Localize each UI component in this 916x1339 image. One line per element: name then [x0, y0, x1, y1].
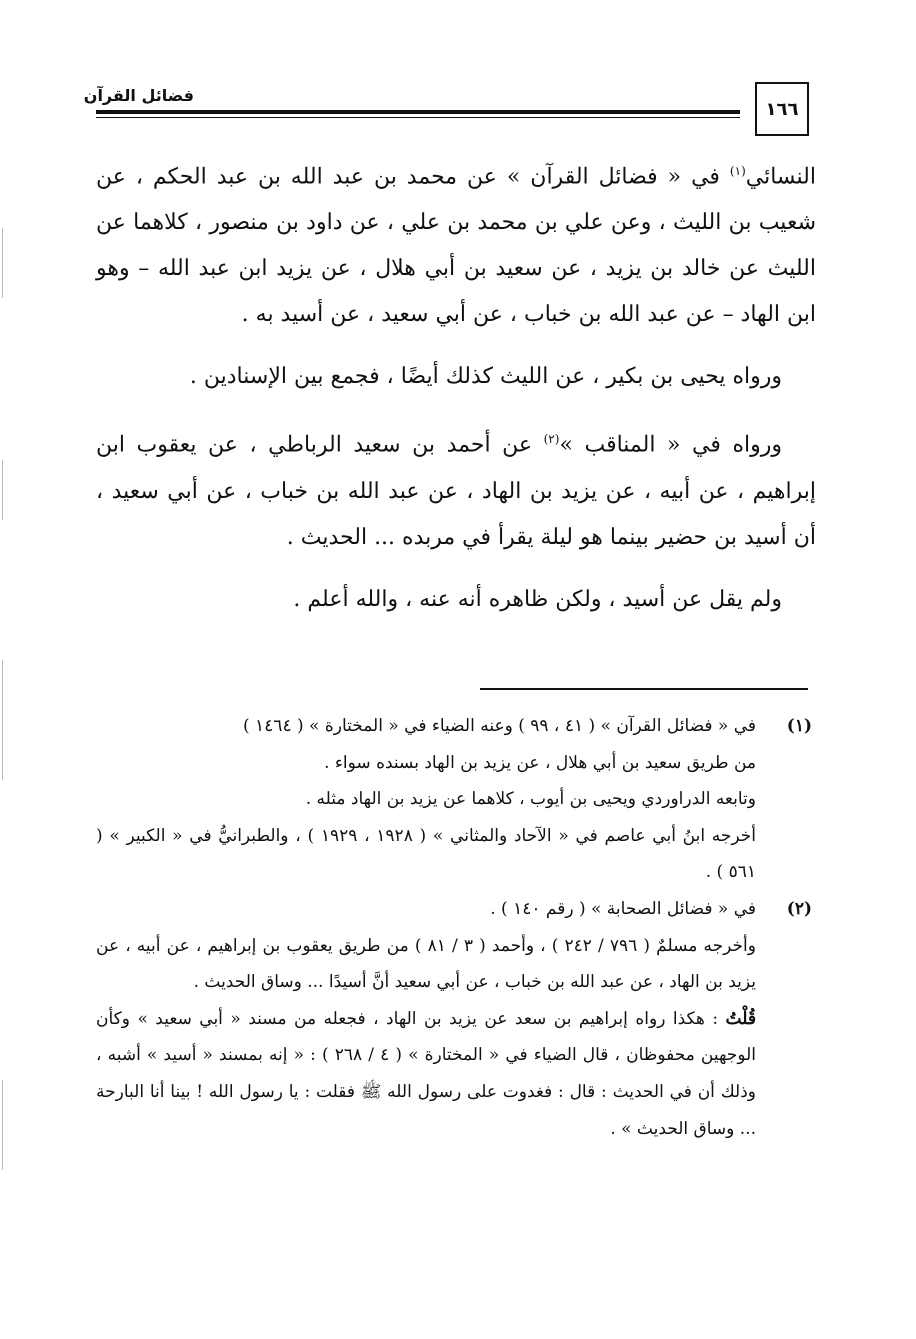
footnote-2: [96, 891, 812, 1147]
paragraph-1-rest: في « فضائل القرآن » عن محمد بن عبد الله بن عبد الحكم ، عن شعيب بن الليث ، وعن علي بن محمد بن علي ، عن داود بن منصور ، كلاهما عن الليث عن خالد بن يزيد ، عن سعيد بن أبي هلال ، عن يزيد ابن عبد الله – وهو ابن الهاد – عن عبد الله بن خباب ، عن أبي سعيد ، عن أسيد به .: [96, 164, 816, 328]
paragraph-3-start: ورواه في « المناقب »: [559, 432, 782, 458]
main-text: [96, 148, 816, 639]
footnote-1-line-2: من طريق سعيد بن أبي هلال ، عن يزيد بن الهاد بسنده سواء .: [324, 752, 756, 773]
scan-margin-mark: [2, 460, 3, 520]
scan-margin-mark: [2, 660, 3, 780]
paragraph-1: [96, 148, 816, 338]
header-rule-thin: [96, 117, 740, 118]
footnote-2-line-3: [96, 1001, 756, 1147]
footnote-separator: [480, 688, 808, 690]
paragraph-2: ورواه يحيى بن بكير ، عن الليث كذلك أيضًا ، فجمع بين الإسنادين .: [189, 364, 782, 390]
footnote-2-line-1: في « فضائل الصحابة » ( رقم ١٤٠ ) .: [490, 898, 756, 919]
footnote-2-line-3-text: : هكذا رواه إبراهيم بن سعد عن يزيد بن الهاد ، فجعله من مسند « أبي سعيد » وكأن الوجهين محفوظان ، قال الضياء في « المختارة » ( ٤ / ٢٦٨ ) : « إنه بمسند « أسيد » أشبه ، وذلك أن في الحديث : قال : فغدوت على رسول الله ﷺ فقلت : يا رسول الله ! بينا أنا البارحة ... وساق الحديث » .: [96, 1008, 757, 1139]
footnote-1-line-4: أخرجه ابنُ أبي عاصم في « الآحاد والمثاني » ( ١٩٢٨ ، ١٩٢٩ ) ، والطبرانيُّ في « الكبير » ( ٥٦١ ) .: [96, 825, 757, 883]
footnote-2-number: (٢): [786, 898, 812, 919]
paragraph-3: [96, 416, 816, 560]
paragraph-3-rest: عن أحمد بن سعيد الرباطي ، عن يعقوب ابن إبراهيم ، عن أبيه ، عن يزيد بن الهاد ، عن عبد الله بن خباب ، عن أبي سعيد ، أن أسيد بن حضير بينما هو ليلة يقرأ في مربده ... الحديث .: [96, 432, 816, 550]
page-number: ١٦٦: [765, 98, 799, 120]
paragraph-1-start: النسائي: [745, 164, 816, 190]
footnote-ref-1: (١): [729, 164, 746, 178]
scan-margin-mark: [2, 228, 3, 298]
footnote-1: [96, 708, 812, 891]
paragraph-4: ولم يقل عن أسيد ، ولكن ظاهره أنه عنه ، والله أعلم .: [293, 586, 782, 612]
footnote-1-line-3: وتابعه الدراوردي ويحيى بن أيوب ، كلاهما عن يزيد بن الهاد مثله .: [305, 789, 756, 810]
footnote-1-line-1: في « فضائل القرآن » ( ٤١ ، ٩٩ ) وعنه الضياء في « المختارة » ( ١٤٦٤ ): [243, 716, 756, 736]
page-number-box: [755, 82, 809, 136]
footnotes: [96, 708, 812, 1147]
running-title: فضائل القرآن: [83, 86, 194, 105]
footnote-1-number: (١): [786, 716, 812, 736]
footnote-ref-2: (٢): [543, 432, 560, 447]
header-rule-thick: [96, 110, 740, 114]
scan-margin-mark: [2, 1080, 3, 1170]
footnote-2-line-2: وأخرجه مسلمٌ ( ٧٩٦ / ٢٤٢ ) ، وأحمد ( ٣ / ٨١ ) من طريق يعقوب بن إبراهيم ، عن أبيه ، عن يزيد بن الهاد ، عن عبد الله بن خباب ، عن أبي سعيد أنَّ أسيدًا ... وساق الحديث .: [96, 935, 756, 993]
qult-label: قُلْتُ: [725, 1008, 756, 1029]
